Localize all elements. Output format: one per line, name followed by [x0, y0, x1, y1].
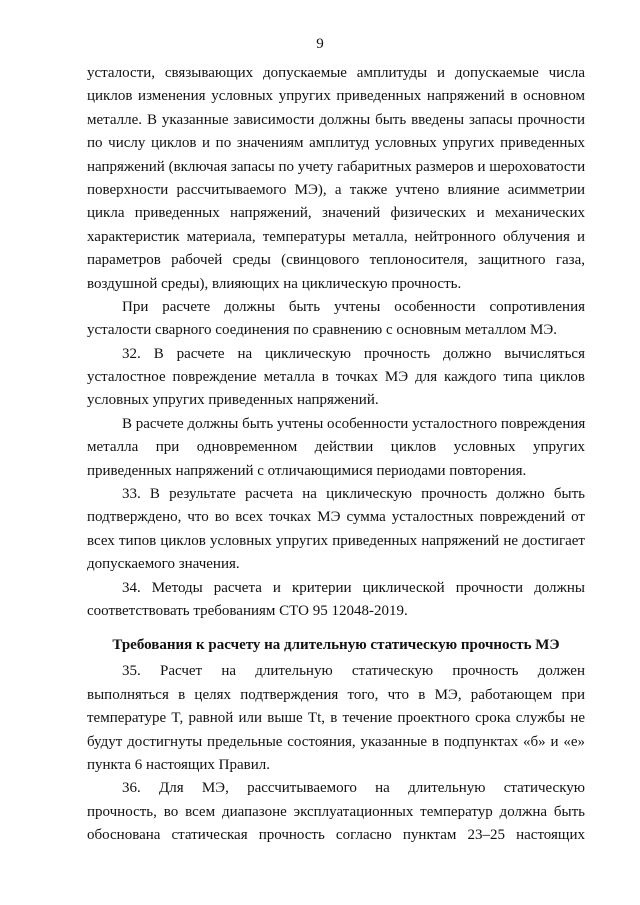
text-line: пункта 6 настоящих Правил. — [87, 756, 271, 773]
text-line: металла при одновременном действии циклов условных упругих — [87, 439, 585, 456]
text-line: выполняться в целях подтверждения того, что в МЭ, работающем при — [87, 686, 585, 703]
text-line: напряжений (включая запасы по учету габаритных размеров и шероховатости — [87, 158, 585, 175]
text-line: параметров рабочей среды (свинцового теплоносителя, защитного газа, — [87, 252, 585, 269]
text-line: температуре T, равной или выше Tt, в течение проектного срока службы не — [87, 710, 585, 727]
text-line: поверхности рассчитываемого МЭ), а также учтено влияние асимметрии — [87, 181, 585, 198]
text-line: циклов изменения условных упругих приведенных напряжений в основном — [87, 88, 585, 105]
text-line: по числу циклов и по значениям амплитуд условных упругих приведенных — [87, 135, 585, 152]
text-line: прочность, во всем диапазоне эксплуатационных температур должна быть — [87, 803, 585, 820]
text-line: условных упругих приведенных напряжений. — [87, 392, 379, 409]
text-line: В расчете должны быть учтены особенности усталостного повреждения — [122, 415, 585, 432]
page-number: 9 — [316, 36, 324, 52]
text-line: всех типов циклов условных упругих приведенных напряжений не достигает — [87, 532, 585, 549]
document-body — [87, 62, 585, 848]
text-line: усталости, связывающих допускаемые амплитуды и допускаемые числа — [87, 65, 585, 81]
text-line: 35. Расчет на длительную статическую прочность должен — [122, 663, 585, 680]
text-line: соответствовать требованиям СТО 95 12048-2019. — [87, 602, 408, 619]
text-line: воздушной среды), влияющих на циклическую прочность. — [87, 275, 462, 292]
text-line: цикла приведенных напряжений, значений физических и механических — [87, 205, 585, 222]
text-line: подтверждено, что во всех точках МЭ сумма усталостных повреждений от — [87, 509, 585, 526]
text-line: обоснована статическая прочность согласно пунктам 23–25 настоящих — [87, 827, 585, 844]
text-line: будут достигнуты предельные состояния, указанные в подпунктах «б» и «е» — [87, 733, 585, 750]
text-line: 34. Методы расчета и критерии циклической прочности должны — [122, 579, 585, 596]
text-line: характеристик материала, температуры металла, нейтронного облучения и — [87, 228, 585, 245]
text-line: 32. В расчете на циклическую прочность должно вычисляться — [122, 345, 585, 362]
text-line: 36. Для МЭ, рассчитываемого на длительную статическую — [122, 780, 585, 797]
text-line: усталости сварного соединения по сравнению с основным металлом МЭ. — [87, 322, 558, 339]
text-line: При расчете должны быть учтены особенности сопротивления — [122, 298, 585, 315]
text-line: 33. В результате расчета на циклическую прочность должно быть — [122, 486, 585, 503]
section-heading: Требования к расчету на длительную статическую прочность МЭ — [112, 637, 560, 654]
text-line: металле. В указанные зависимости должны быть введены запасы прочности — [87, 111, 585, 128]
text-line: приведенных напряжений с отличающимися периодами повторения. — [87, 462, 527, 479]
text-line: допускаемого значения. — [87, 556, 240, 573]
text-line: усталостное повреждение металла в точках МЭ для каждого типа циклов — [87, 369, 585, 386]
